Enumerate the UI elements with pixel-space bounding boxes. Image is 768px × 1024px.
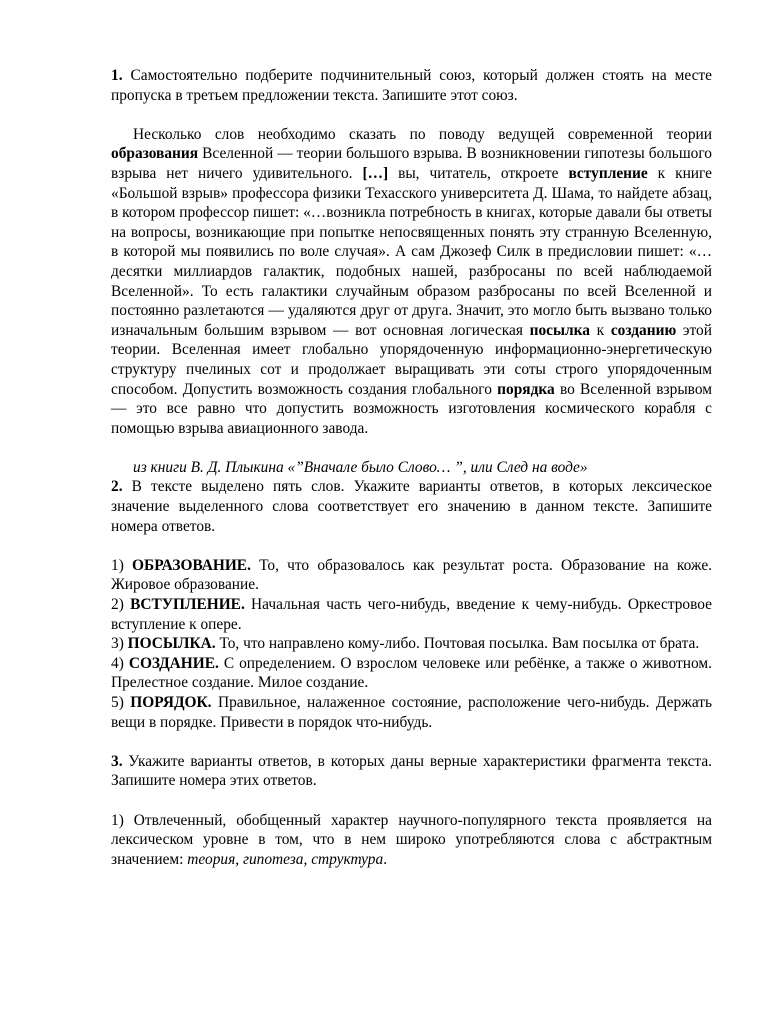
task-2-option-4: [111, 654, 712, 693]
option-number: 1): [111, 811, 134, 829]
source-citation: из книги В. Д. Плыкина «”Вначале было Слово… ”, или След на воде»: [133, 458, 588, 476]
spacer: [111, 536, 712, 556]
task-2-option-3: [111, 634, 712, 654]
highlighted-word-5: порядка: [497, 380, 555, 398]
task-3-text: Укажите варианты ответов, в которых даны верные характеристики фрагмента текста. Запишите номера этих ответов.: [111, 752, 712, 790]
option-definition: Правильное, налаженное состояние, расположение чего-нибудь. Держать вещи в порядке. Привести в порядок что-нибудь.: [111, 694, 712, 731]
option-word: СОЗДАНИЕ.: [128, 654, 219, 672]
task-1-text: Самостоятельно подберите подчинительный союз, который должен стоять на месте пропуска в третьем предложении текста. Запишите этот союз.: [111, 67, 712, 104]
passage-text: [111, 125, 712, 439]
option-definition: То, что образовалось как результат роста. Образование на коже. Жировое образование.: [111, 556, 712, 594]
task-3: [111, 752, 712, 791]
highlighted-word-3: посылка: [529, 321, 590, 339]
option-definition: Начальная часть чего-нибудь, введение к чему-нибудь. Оркестровое вступление к опере.: [111, 596, 713, 633]
task-1-number: 1.: [111, 67, 123, 84]
passage-part: к книге «Большой взрыв» профессора физики Техасского университета Д. Шама, то найдете абзац, в котором профессор пишет: «…возникла потребность в книгах, которые давали бы ответы на вопросы, возникающие при попытке непосвященных понять эту странную Вселенную, в которой мы появились по воле случая». А сам Джозеф Силк в предисловии пишет: «…десятки миллиардов галактик, подобных нашей, разбросаны по всей наблюдаемой Вселенной». То есть галактики случайным образом разбросаны по всей Вселенной и постоянно разлетаются — удаляются друг от друга. Значит, это могло быть вызвано только изначальным большим взрывом — вот основная логическая: [111, 164, 712, 339]
passage-part: вы, читатель, откроете: [388, 164, 569, 182]
option-word: ОБРАЗОВАНИЕ.: [132, 556, 251, 574]
option-word: ПОРЯДОК.: [130, 694, 212, 711]
option-definition: То, что направлено кому-либо. Почтовая посылка. Вам посылка от брата.: [215, 635, 700, 653]
task-2-option-5: [111, 693, 712, 732]
spacer: [111, 105, 712, 125]
spacer: [111, 732, 712, 752]
option-number: 2): [111, 596, 131, 614]
highlighted-word-1: образования: [111, 145, 199, 163]
passage-part: Вселенной — теории большого взрыва. В возникновении гипотезы большого взрыва нет ничего удивительного.: [111, 145, 712, 182]
gap-marker: […]: [362, 164, 389, 182]
highlighted-word-2: вступление: [568, 164, 648, 182]
highlighted-word-4: созданию: [610, 321, 677, 339]
task-2-text: В тексте выделено пять слов. Укажите варианты ответов, в которых лексическое значение выделенного слова соответствует его значению в данном тексте. Запишите номера ответов.: [111, 478, 712, 535]
task-2-option-1: [111, 556, 712, 595]
option-text: Отвлеченный, обобщенный характер научного-популярного текста проявляется на лексическом уровне в том, что в нем широко употребляются слова с абстрактным значением:: [111, 811, 712, 868]
option-number: 1): [111, 556, 133, 574]
passage-part: Несколько слов необходимо сказать по поводу ведущей современной теории: [133, 125, 712, 143]
option-definition: С определением. О взрослом человеке или ребёнке, а также о животном. Прелестное создание. Милое создание.: [111, 654, 713, 692]
option-number: 3): [111, 635, 128, 653]
task-1: [111, 66, 712, 105]
option-examples: теория, гипотеза, структура: [187, 850, 384, 868]
option-number: 5): [111, 694, 131, 711]
option-word: ПОСЫЛКА.: [127, 635, 216, 653]
spacer: [111, 791, 712, 811]
passage-part: к: [590, 321, 611, 339]
task-2-option-2: [111, 595, 712, 634]
spacer: [111, 438, 712, 458]
task-2: [111, 477, 712, 536]
task-3-number: 3.: [111, 752, 123, 770]
option-word: ВСТУПЛЕНИЕ.: [130, 596, 245, 614]
task-2-number: 2.: [111, 478, 123, 496]
passage-part: во Вселенной взрывом — это все равно что допустить возможность изготовления космического корабля с помощью взрыва авиационного завода.: [111, 380, 712, 437]
task-3-option-1: [111, 811, 712, 870]
passage-part: этой теории. Вселенная имеет глобально упорядоченную информационно-энергетическую структуру пчелиных сот и продолжает выращивать эти соты строго упорядоченным способом. Допустить возможность создания глобального: [111, 321, 712, 398]
option-end: .: [383, 850, 388, 868]
option-number: 4): [111, 654, 129, 672]
